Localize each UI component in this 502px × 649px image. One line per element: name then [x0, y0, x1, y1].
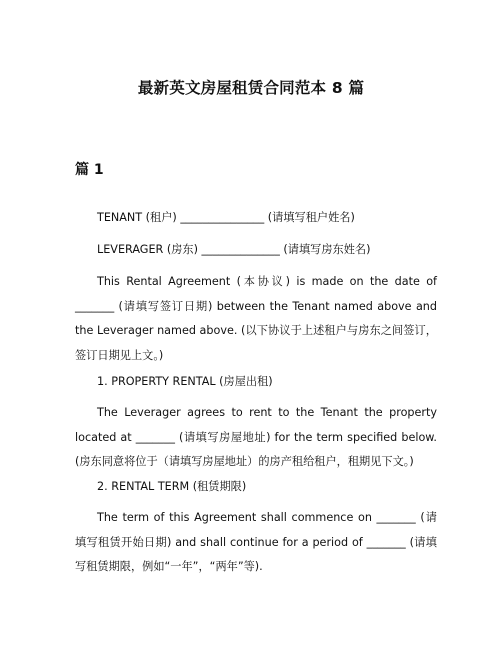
rental-term-heading: 2. RENTAL TERM (租赁期限)	[97, 480, 247, 493]
document-title: 最新英文房屋租赁合同范本 8 篇	[137, 79, 365, 97]
property-rental-heading: 1. PROPERTY RENTAL (房屋出租)	[97, 375, 273, 388]
section-heading: 篇 1	[75, 162, 104, 178]
agreement-intro-paragraph: This Rental Agreement (本协议) is made on the date of _______ (请填写签订日期) between the Tenant named above and the Leverager named above. (以下协议于上述租户与房东之间签订，签订日期见上文。)	[75, 275, 437, 362]
leverager-line: LEVERAGER (房东) ______________ (请填写房东姓名)	[97, 243, 371, 256]
rental-term-paragraph: The term of this Agreement shall commence on _______ (请填写租赁开始日期) and shall continue for a period of _______ (请填写租赁期限，例如“一年”，“两年”等).	[75, 511, 437, 573]
tenant-line: TENANT (租户) _______________ (请填写租户姓名)	[97, 211, 355, 224]
property-rental-paragraph: The Leverager agrees to rent to the Tenant the property located at _______ (请填写房屋地址) for the term specified below. (房东同意将位于（请填写房屋地址）的房产租给租户，租期见下文。)	[75, 406, 437, 468]
